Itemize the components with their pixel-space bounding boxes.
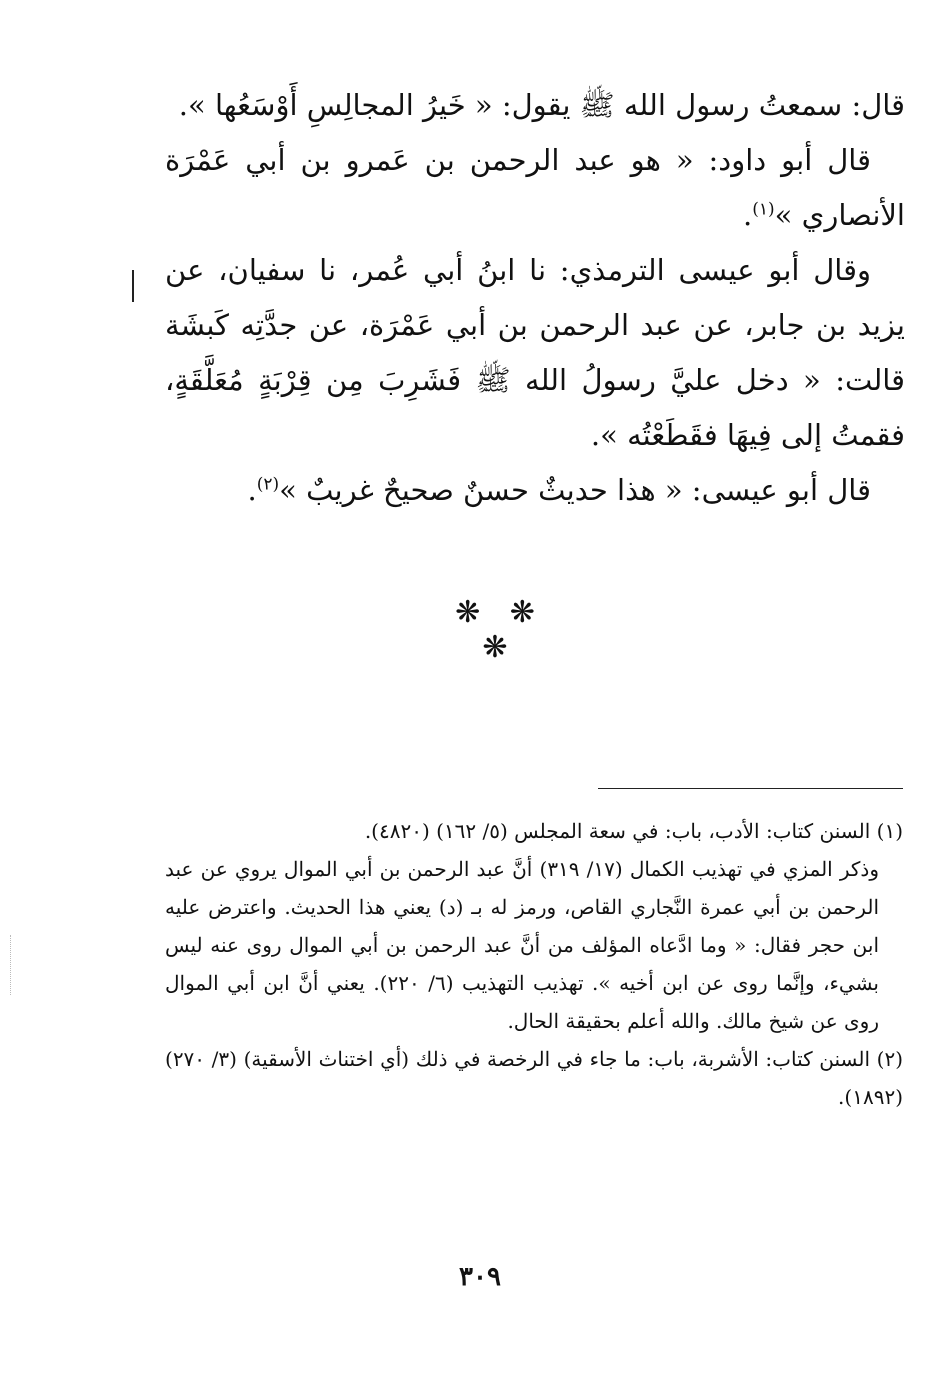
footnote-ref-1: (١) [752, 199, 775, 220]
paragraph-4-text: قال أبو عيسى: « هذا حديثٌ حسنٌ صحيحٌ غريبٌ » [279, 473, 871, 507]
paragraph-2-end: . [743, 198, 753, 232]
paragraph-4-end: . [247, 473, 257, 507]
paragraph-1: قال: سمعتُ رسول الله ﷺ يقول: « خَيرُ المجالِسِ أَوْسَعُها ». [178, 88, 905, 122]
footnote-2: (٢) السنن كتاب: الأشربة، باب: ما جاء في الرخصة في ذلك (أي اختناث الأسقية) (٣/ ٢٧٠) (١٨٩٢). [165, 1047, 903, 1109]
scan-artifact [10, 935, 13, 995]
footnotes [165, 812, 903, 1116]
paragraph-2 [165, 133, 905, 243]
paragraph-4 [165, 463, 905, 518]
section-separator: ❋ ❋ ❋ [455, 595, 545, 665]
page-number: ٣٠٩ [459, 1262, 501, 1292]
footnote-ref-2: (٢) [256, 474, 280, 495]
footnote-1-continuation: وذكر المزي في تهذيب الكمال (١٧/ ٣١٩) أنَّ عبد الرحمن بن أبي الموال يروي عن عبد الرحمن بن أبي عمرة النَّجاري القاص، ورمز له بـ (د) يعني هذا الحديث. واعترض عليه ابن حجر فقال: « وما ادَّعاه المؤلف من أنَّ عبد الرحمن بن أبي الموال روى عنه ليس بشيء، وإنَّما روى عن ابن أخيه ». تهذيب التهذيب (٦/ ٢٢٠). يعني أنَّ ابن أبي الموال روى عن شيخ مالك. والله أعلم بحقيقة الحال. [165, 857, 879, 1033]
main-text [165, 78, 905, 518]
footnote-1: (١) السنن كتاب: الأدب، باب: في سعة المجلس (٥/ ١٦٢) (٤٨٢٠). [364, 819, 903, 843]
footnote-divider [598, 788, 903, 789]
margin-mark [132, 270, 134, 302]
paragraph-2-text: قال أبو داود: « هو عبد الرحمن بن عَمرو بن أبي عَمْرَة الأنصاري » [165, 143, 905, 232]
paragraph-3: وقال أبو عيسى الترمذي: نا ابنُ أبي عُمر، نا سفيان، عن يزيد بن جابر، عن عبد الرحمن بن أبي عَمْرَة، عن جدَّتِه كَبشَة قالت: « دخل عليَّ رسولُ الله ﷺ فَشَرِبَ مِن قِرْبَةٍ مُعَلَّقَةٍ، فقمتُ إلى فِيهَا فقَطَعْتُه ». [165, 253, 906, 452]
